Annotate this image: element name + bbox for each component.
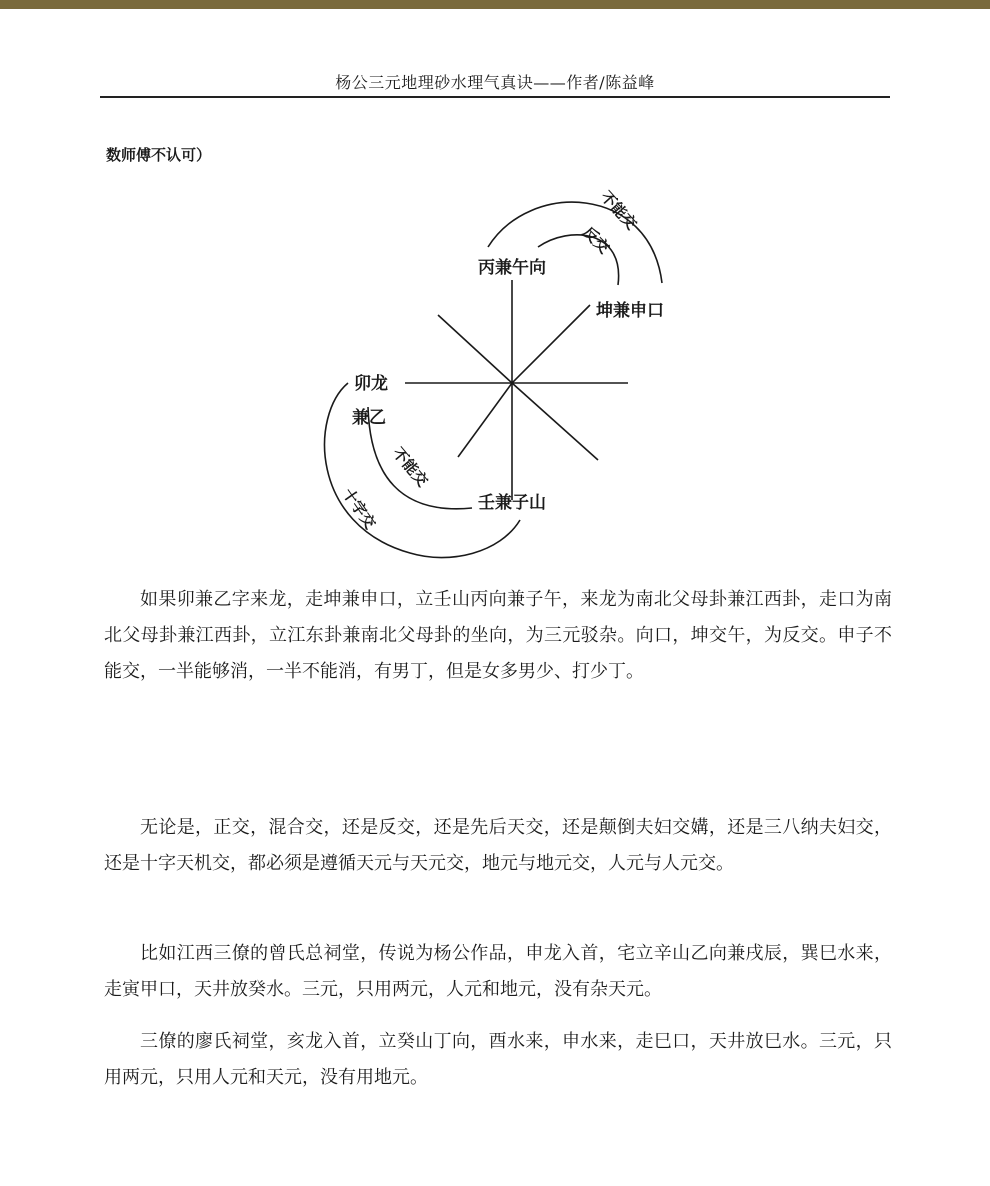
label-jian-yi: 兼乙 <box>352 408 386 428</box>
label-bing-jian-wu-xiang: 丙兼午向 <box>478 258 546 278</box>
label-ren-jian-zi-shan: 壬兼子山 <box>478 493 546 513</box>
axis-diagonal-nw <box>438 315 512 383</box>
paragraph-1: 如果卯兼乙字来龙，走坤兼申口，立壬山丙向兼子午，来龙为南北父母卦兼江西卦，走口为南北父母卦兼江西卦，立江东卦兼南北父母卦的坐向，为三元驳杂。向口，坤交午，为反交。申子不能交，一半能够消，一半不能消，有男丁，但是女多男少、打少丁。 <box>104 589 892 682</box>
label-mao-long: 卯龙 <box>354 374 388 394</box>
paragraph-4: 三僚的廖氏祠堂，亥龙入首，立癸山丁向，酉水来，申水来，走巳口，天井放巳水。三元，只用两元，只用人元和天元，没有用地元。 <box>104 1031 892 1088</box>
arc-label-bottom-inner: 不能交 <box>388 444 432 491</box>
compass-diagram <box>300 175 700 570</box>
axis-diagonal-se <box>512 383 598 460</box>
axis-diagonal-sw <box>458 383 512 457</box>
paragraph-2: 无论是，正交，混合交，还是反交，还是先后天交，还是颠倒夫妇交媾，还是三八纳夫妇交，还是十字天机交，都必须是遵循天元与天元交，地元与地元交，人元与人元交。 <box>104 817 892 874</box>
top-border-band <box>0 0 990 9</box>
axis-diagonal-ne <box>512 305 590 383</box>
section-label: 数师傅不认可） <box>106 146 212 164</box>
paragraph-3: 比如江西三僚的曾氏总祠堂，传说为杨公作品，申龙入首，宅立辛山乙向兼戌辰，巽巳水来，走寅甲口，天井放癸水。三元，只用两元，人元和地元，没有杂天元。 <box>104 943 892 1000</box>
arc-label-top-outer: 不能交 <box>597 187 641 234</box>
header-rule <box>100 96 890 98</box>
arc-label-top-inner: 反交 <box>579 223 614 258</box>
label-kun-jian-shen-kou: 坤兼申口 <box>596 301 664 321</box>
arc-label-bottom-outer: 十字交 <box>338 484 380 533</box>
page-header-title: 杨公三元地理砂水理气真诀——作者/陈益峰 <box>335 73 655 92</box>
